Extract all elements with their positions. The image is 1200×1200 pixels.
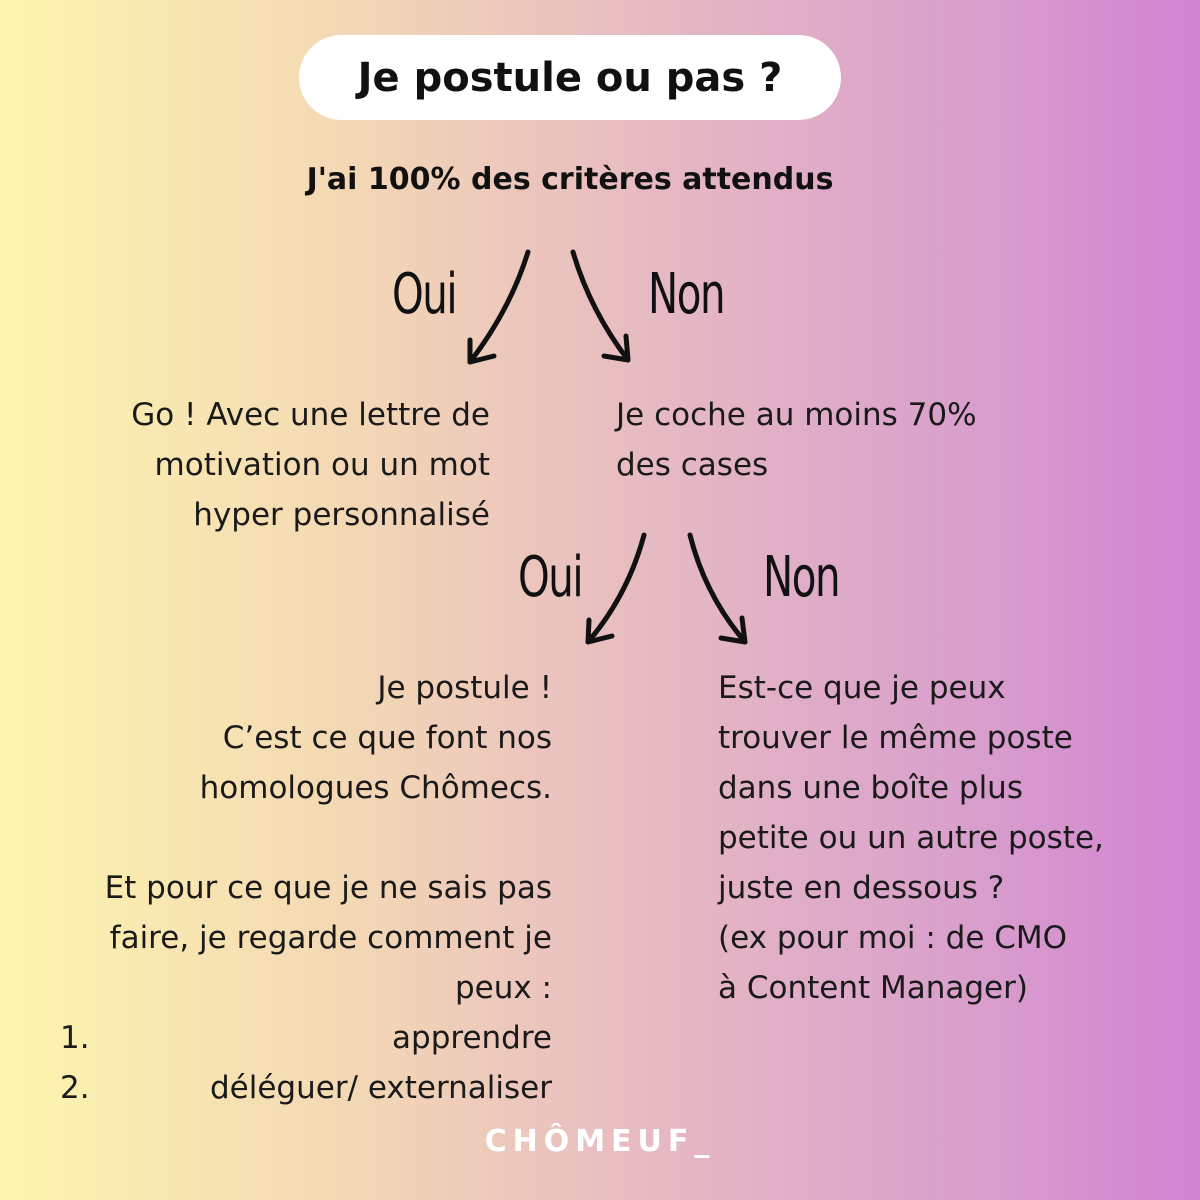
text-line: trouver le même poste <box>718 720 1073 756</box>
text-line: dans une boîte plus <box>718 770 1023 806</box>
text-line: Et pour ce que je ne sais pas <box>104 870 552 906</box>
text-line: (ex pour moi : de CMO <box>718 920 1068 956</box>
list-item <box>30 1063 552 1113</box>
list-number: 2. <box>60 1070 90 1106</box>
text-line: hyper personnalisé <box>193 497 490 533</box>
outcome-alternative <box>718 663 1188 1013</box>
text-line: homologues Chômecs. <box>199 770 552 806</box>
text-line: C’est ce que font nos <box>222 720 552 756</box>
oui-label-1: Oui <box>392 262 457 327</box>
outcome-go <box>60 390 490 540</box>
question-1: J'ai 100% des critères attendus <box>306 162 834 197</box>
text-line: faire, je regarde comment je <box>109 920 552 956</box>
arrow-oui-2 <box>588 535 644 642</box>
text-line: Je coche au moins 70% <box>616 397 977 433</box>
list-text: apprendre <box>392 1020 552 1056</box>
outcome-postule <box>30 663 552 1113</box>
non-label-1: Non <box>648 262 725 327</box>
text-line: Je postule ! <box>377 670 552 706</box>
text-line: petite ou un autre poste, <box>718 820 1104 856</box>
text-line: juste en dessous ? <box>718 870 1005 906</box>
arrow-non-1 <box>573 252 628 360</box>
list-number: 1. <box>60 1020 90 1056</box>
text-line: Go ! Avec une lettre de <box>131 397 490 433</box>
question-2 <box>616 390 1096 490</box>
arrow-non-2 <box>690 535 745 642</box>
list-item <box>30 1013 552 1063</box>
text-line: à Content Manager) <box>718 970 1028 1006</box>
text-line: motivation ou un mot <box>154 447 490 483</box>
list-text: déléguer/ externaliser <box>209 1070 552 1106</box>
text-line: des cases <box>616 447 769 483</box>
text-line: peux : <box>454 970 552 1006</box>
arrow-oui-1 <box>470 252 528 362</box>
brand-logo: CHÔMEUF_ <box>484 1124 716 1159</box>
page-title: Je postule ou pas ? <box>357 54 783 101</box>
text-line: Est-ce que je peux <box>718 670 1006 706</box>
non-label-2: Non <box>763 545 840 610</box>
oui-label-2: Oui <box>518 545 583 610</box>
